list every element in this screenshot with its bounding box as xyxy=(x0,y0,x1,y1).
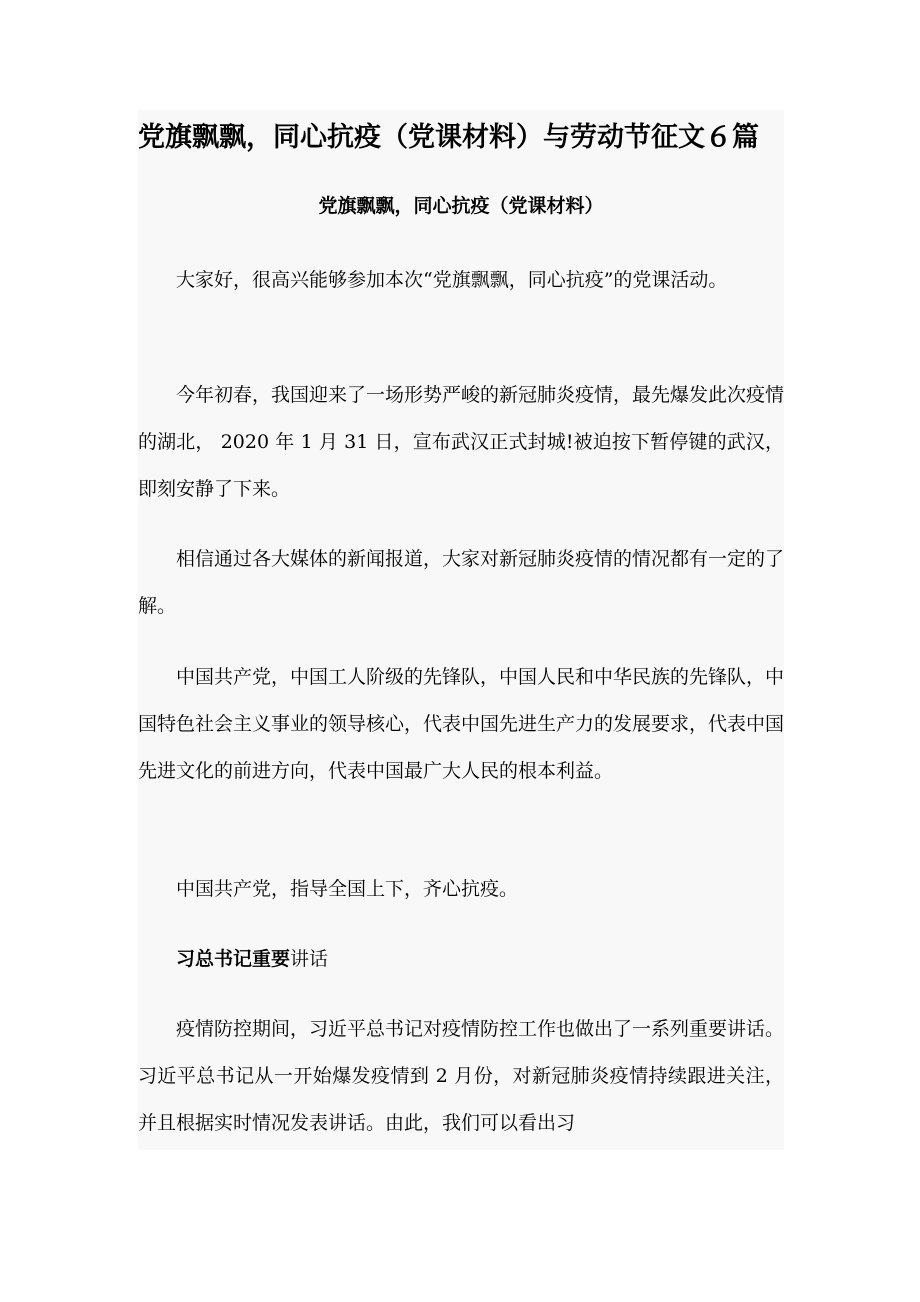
paragraph-speeches: 疫情防控期间，习近平总书记对疫情防控工作也做出了一系列重要讲话。习近平总书记从一开始爆发疫情到 2 月份，对新冠肺炎疫情持续跟进关注，并且根据实时情况发表讲话。由此，我们可以看出习 xyxy=(138,1018,785,1134)
section-heading-normal: 讲话 xyxy=(290,948,329,970)
section-heading-bold: 习总书记重要 xyxy=(176,948,291,970)
document-content xyxy=(138,110,784,1150)
paragraph-greeting: 大家好，很高兴能够参加本次“党旗飘飘，同心抗疫”的党课活动。 xyxy=(176,269,728,291)
document-title: 党旗飘飘，同心抗疫（党课材料）与劳动节征文６篇 xyxy=(138,122,759,153)
paragraph-media: 相信通过各大媒体的新闻报道，大家对新冠肺炎疫情的情况都有一定的了解。 xyxy=(138,548,785,617)
section-subtitle: 党旗飘飘，同心抗疫（党课材料） xyxy=(318,195,604,217)
section-heading xyxy=(138,936,784,983)
paragraph-outbreak: 今年初春，我国迎来了一场形势严峻的新冠肺炎疫情，最先爆发此次疫情的湖北， 2020 年 1 月 31 日，宣布武汉正式封城!被迫按下暂停键的武汉，即刻安静了下来。 xyxy=(138,384,785,500)
paragraph-guidance: 中国共产党，指导全国上下，齐心抗疫。 xyxy=(176,878,519,900)
paragraph-party: 中国共产党，中国工人阶级的先锋队，中国人民和中华民族的先锋队，中国特色社会主义事业的领导核心，代表中国先进生产力的发展要求，代表中国先进文化的前进方向，代表中国最广大人民的根本利益。 xyxy=(138,666,785,782)
